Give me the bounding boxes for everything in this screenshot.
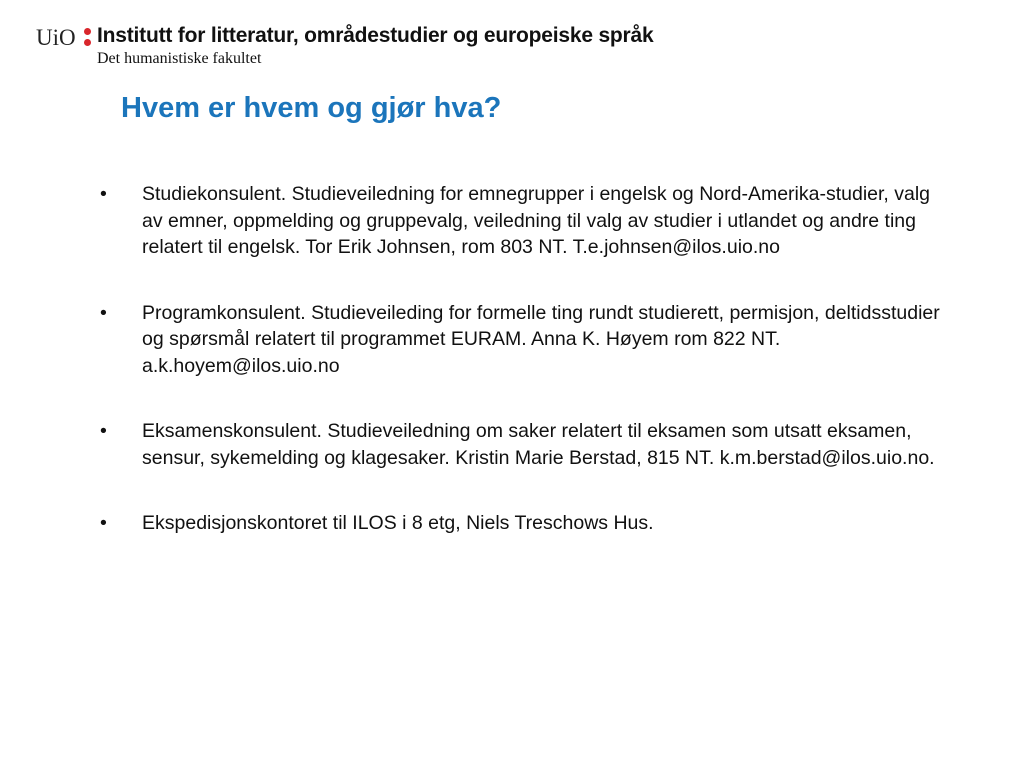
bullet-item-eksamenskonsulent	[96, 418, 950, 471]
bullet-point-icon: •	[100, 512, 107, 534]
faculty-name: Det humanistiske fakultet	[97, 50, 262, 67]
bullet-text: Ekspedisjonskontoret til ILOS i 8 etg, Niels Treschows Hus.	[142, 512, 654, 534]
bullet-point-icon: •	[100, 183, 107, 205]
bullet-item-ekspedisjonskontoret	[96, 510, 950, 537]
bullet-text: Programkonsulent. Studieveileding for formelle ting rundt studierett, permisjon, deltidsstudier og spørsmål relatert til programmet EURAM. Anna K. Høyem rom 822 NT. a.k.hoyem@ilos.uio.no	[142, 301, 940, 377]
uio-logo: UiO	[36, 25, 76, 50]
uio-logo-dots-icon	[84, 28, 92, 46]
bullet-point-icon: •	[100, 301, 107, 324]
bullet-item-studiekonsulent	[96, 181, 950, 261]
logo-dot-top	[84, 28, 91, 35]
bullet-text: Eksamenskonsulent. Studieveiledning om saker relatert til eksamen som utsatt eksamen, sensur, sykemelding og klagesaker. Kristin Marie Berstad, 815 NT. k.m.berstad@ilos.uio.no.	[142, 420, 935, 469]
slide-header	[36, 22, 996, 72]
bullet-item-programkonsulent	[96, 300, 950, 380]
institute-name: Institutt for litteratur, områdestudier og europeiske språk	[97, 24, 654, 47]
bullet-text: Studiekonsulent. Studieveiledning for emnegrupper i engelsk og Nord-Amerika-studier, valg av emner, oppmelding og gruppevalg, veiledning til valg av studier i utlandet og andre ting relatert til engelsk. Tor Erik Johnsen, rom 803 NT. T.e.johnsen@ilos.uio.no	[142, 183, 931, 258]
bullet-point-icon: •	[100, 420, 107, 442]
slide-title: Hvem er hvem og gjør hva?	[121, 92, 502, 124]
bullet-list	[96, 181, 956, 576]
logo-dot-bottom	[84, 39, 91, 46]
